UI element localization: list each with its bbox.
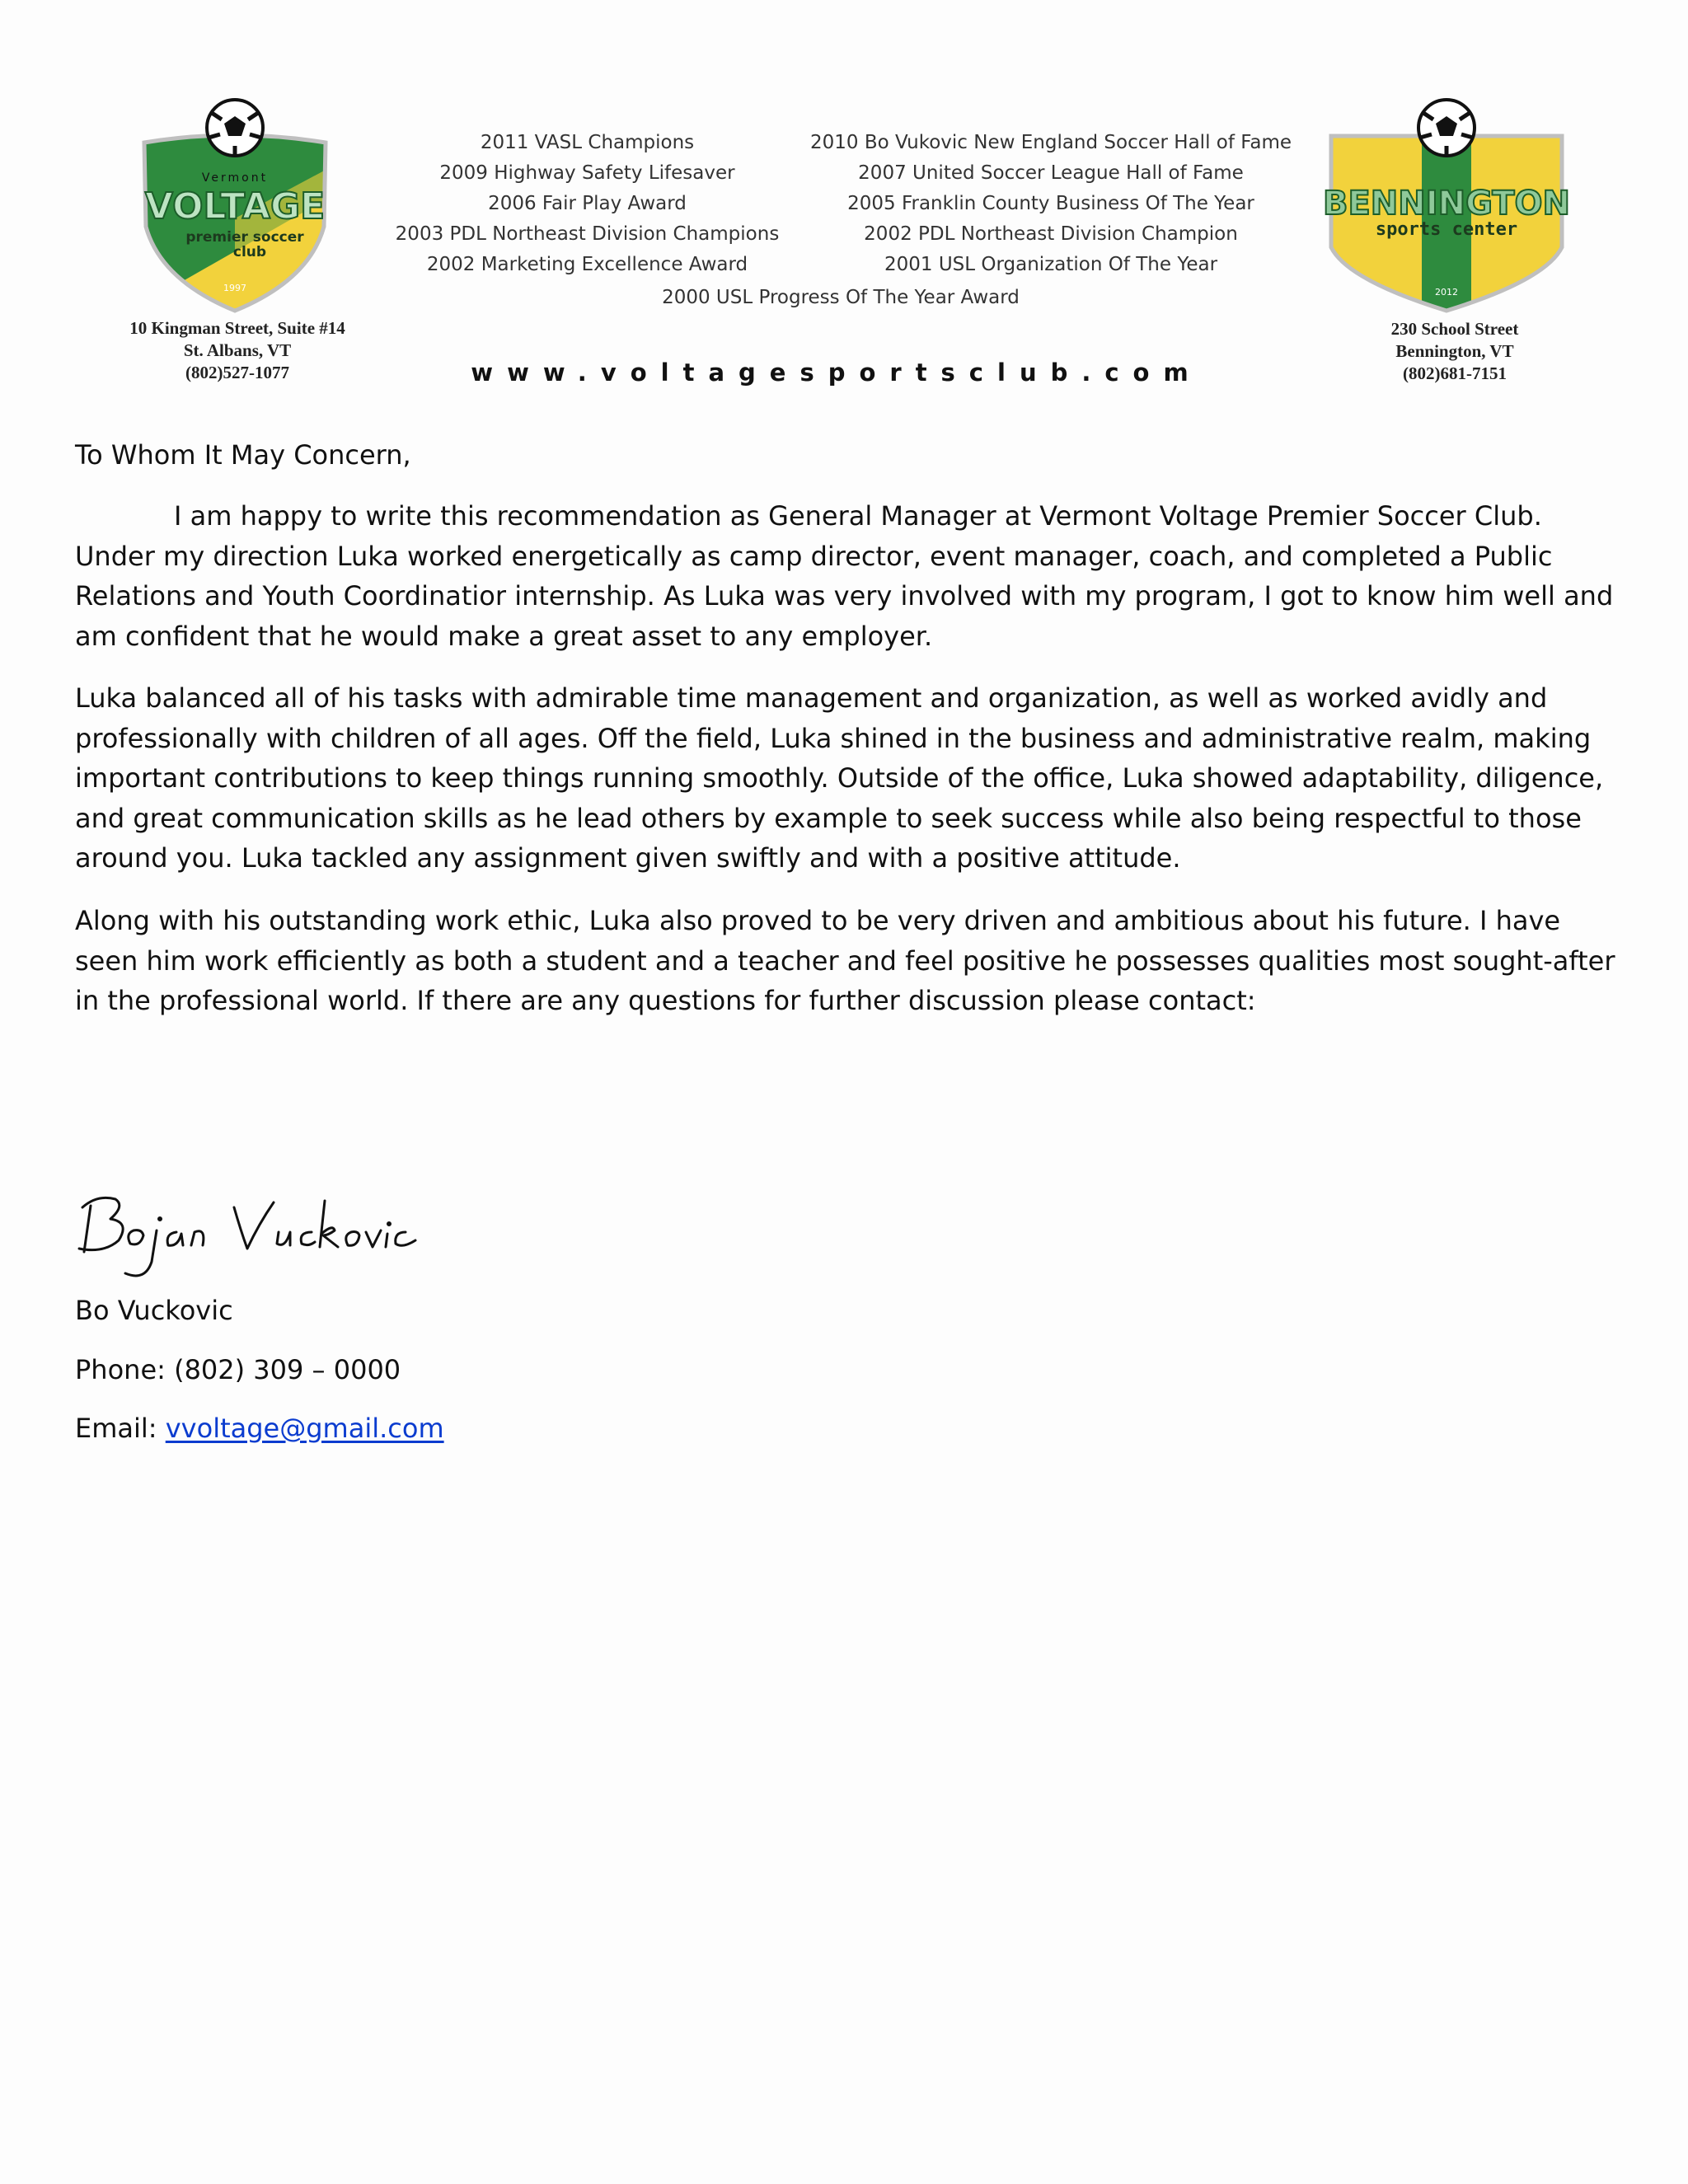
phone-number: (802) 309 – 0000 bbox=[174, 1354, 401, 1385]
paragraph-1: I am happy to write this recommendation as General Manager at Vermont Voltage Premier Soccer Club. Under my direction Luka worked energetically as camp director, event manager, coach, and completed a Public Relations and Youth Coordinatior internship. As Luka was very involved with my program, I got to know him well and am confident that he would make a great asset to any employer. bbox=[75, 500, 1614, 652]
left-address bbox=[97, 317, 377, 384]
svg-text:premier soccer: premier soccer bbox=[185, 229, 304, 246]
award-item: 2002 PDL Northeast Division Champion bbox=[864, 223, 1238, 245]
svg-text:Vermont: Vermont bbox=[201, 171, 269, 185]
award-item: 2003 PDL Northeast Division Champions bbox=[395, 223, 780, 245]
paragraph-3: Along with his outstanding work ethic, Luka also proved to be very driven and ambitious about his future. I have seen him work efficiently as both a student and a teacher and feel positive he possesses qualities most sought-after in the professional world. If there are any questions for further discussion please contact: bbox=[75, 905, 1615, 1016]
salutation: To Whom It May Concern, bbox=[75, 439, 411, 471]
bennington-sports-center-logo bbox=[1323, 95, 1570, 317]
phone-line bbox=[75, 1353, 401, 1386]
paragraph-2: Luka balanced all of his tasks with admirable time management and organization, as well as worked avidly and professionally with children of all ages. Off the field, Luka shined in the business and administrative realm, making important contributions to keep things running smoothly. Outside of the office, Luka showed adaptability, diligence, and great communication skills as he lead others by example to seek success while also being respectful to those around you. Luka tackled any assignment given swiftly and with a positive attitude. bbox=[75, 682, 1604, 874]
award-item: 2007 United Soccer League Hall of Fame bbox=[858, 162, 1244, 184]
left-address-phone: (802)527-1077 bbox=[185, 363, 289, 382]
svg-text:VOLTAGE: VOLTAGE bbox=[144, 185, 326, 227]
svg-text:2012: 2012 bbox=[1435, 287, 1458, 298]
email-line bbox=[75, 1412, 444, 1445]
right-address bbox=[1335, 318, 1574, 385]
svg-text:sports center: sports center bbox=[1375, 219, 1518, 240]
award-item: 2009 Highway Safety Lifesaver bbox=[439, 162, 735, 184]
award-item: 2006 Fair Play Award bbox=[488, 193, 687, 214]
left-address-city: St. Albans, VT bbox=[183, 340, 292, 360]
right-address-street: 230 School Street bbox=[1390, 319, 1519, 339]
award-item: 2002 Marketing Excellence Award bbox=[426, 254, 748, 275]
award-item: 2005 Franklin County Business Of The Year bbox=[847, 193, 1254, 214]
award-item: 2001 USL Organization Of The Year bbox=[884, 254, 1218, 275]
handwritten-signature bbox=[73, 1183, 435, 1290]
email-label: Email: bbox=[75, 1413, 157, 1444]
soccer-ball-icon bbox=[1418, 100, 1475, 156]
awards-list-right bbox=[804, 128, 1298, 280]
award-item-bottom: 2000 USL Progress Of The Year Award bbox=[662, 287, 1020, 308]
email-link[interactable]: vvoltage@gmail.com bbox=[165, 1413, 444, 1444]
awards-list-left bbox=[387, 128, 787, 280]
svg-text:1997: 1997 bbox=[223, 283, 246, 293]
left-address-street: 10 Kingman Street, Suite #14 bbox=[129, 318, 345, 338]
vermont-voltage-logo bbox=[120, 95, 350, 317]
signatory-name: Bo Vuckovic bbox=[75, 1295, 233, 1326]
right-address-phone: (802)681-7151 bbox=[1403, 363, 1507, 383]
award-item: 2010 Bo Vukovic New England Soccer Hall of Fame bbox=[809, 132, 1292, 153]
phone-label: Phone: bbox=[75, 1354, 166, 1385]
soccer-ball-icon bbox=[207, 100, 263, 156]
award-item: 2011 VASL Champions bbox=[480, 132, 695, 153]
svg-text:BENNINGTON: BENNINGTON bbox=[1323, 185, 1570, 223]
right-address-city: Bennington, VT bbox=[1395, 341, 1514, 361]
website-url[interactable]: www.voltagesportsclub.com bbox=[471, 359, 1203, 387]
letterhead bbox=[0, 0, 1688, 404]
svg-text:club: club bbox=[232, 244, 267, 260]
